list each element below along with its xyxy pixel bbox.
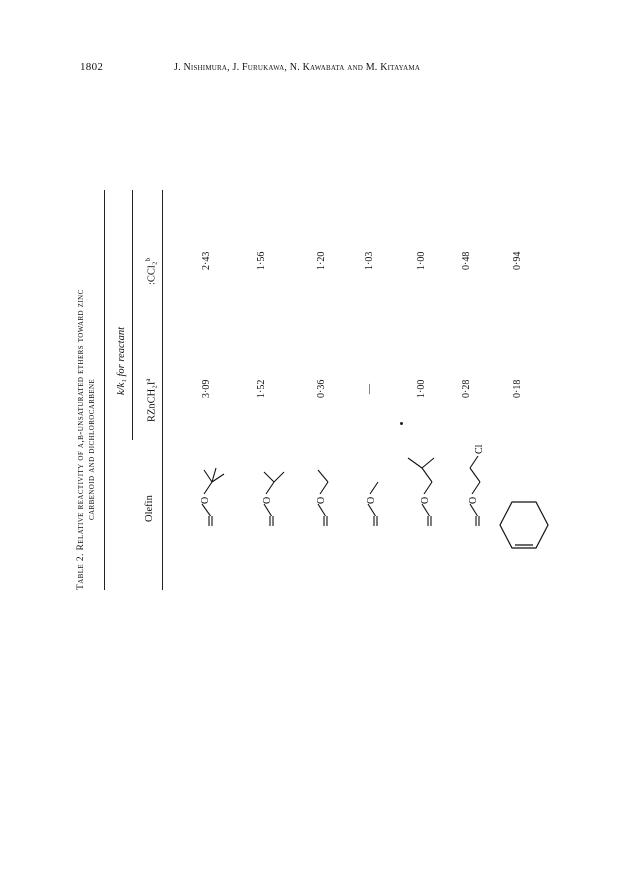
row-1-zinc: 3·09 xyxy=(201,379,212,398)
row-6-ccl2: 0·48 xyxy=(461,251,472,270)
oxygen-label: O xyxy=(316,496,327,504)
row-3-ccl2: 1·20 xyxy=(316,251,327,270)
running-head: J. Nishimura, J. Furukawa, N. Kawabata and M. Kitayama xyxy=(174,62,421,73)
caption-line-1: Table 2. Relative reactivity of α,β-unsaturated ethers toward zinc xyxy=(76,289,86,590)
print-speck xyxy=(400,422,403,425)
row-5-zinc: 1·00 xyxy=(416,379,427,398)
header-rule xyxy=(162,190,163,590)
row-7-ccl2: 0·94 xyxy=(512,251,523,270)
row-5-ccl2: 1·00 xyxy=(416,251,427,270)
table-caption xyxy=(76,190,98,590)
group-rule xyxy=(132,190,133,440)
header-olefin: Olefin xyxy=(144,495,155,522)
table-2 xyxy=(76,190,554,590)
oxygen-label: O xyxy=(468,496,479,504)
oxygen-label: O xyxy=(366,496,377,504)
structure-2-chloroethyl-vinyl-ether xyxy=(452,420,496,530)
row-7-zinc: 0·18 xyxy=(512,379,523,398)
structure-tert-butyl-vinyl-ether xyxy=(188,450,238,530)
structure-isopropyl-vinyl-ether xyxy=(252,450,292,530)
row-6-zinc: 0·28 xyxy=(461,379,472,398)
structure-cyclohexene xyxy=(494,490,554,560)
header-kk1: k/k₁ for reactant xyxy=(116,327,127,395)
header-zinc: $RZnCH_2I^a$ xyxy=(144,378,158,422)
oxygen-label: O xyxy=(262,496,273,504)
header-ccl2: :CCl₂$^b$ xyxy=(144,257,158,285)
row-1-ccl2: 2·43 xyxy=(201,251,212,270)
row-3-zinc: 0·36 xyxy=(316,379,327,398)
structure-methyl-vinyl-ether xyxy=(356,460,396,530)
structure-isobutyl-vinyl-ether xyxy=(400,430,450,530)
row-4-ccl2: 1·03 xyxy=(364,251,375,270)
oxygen-label: O xyxy=(200,496,211,504)
row-4-zinc: — xyxy=(364,384,375,394)
top-rule xyxy=(104,190,105,590)
row-2-ccl2: 1·56 xyxy=(256,251,267,270)
row-2-zinc: 1·52 xyxy=(256,379,267,398)
page-number: 1802 xyxy=(80,61,104,73)
caption-line-2: carbenoid and dichlorocarbene xyxy=(87,378,97,520)
oxygen-label: O xyxy=(420,496,431,504)
chlorine-label: Cl xyxy=(474,444,485,454)
structure-ethyl-vinyl-ether xyxy=(306,450,346,530)
